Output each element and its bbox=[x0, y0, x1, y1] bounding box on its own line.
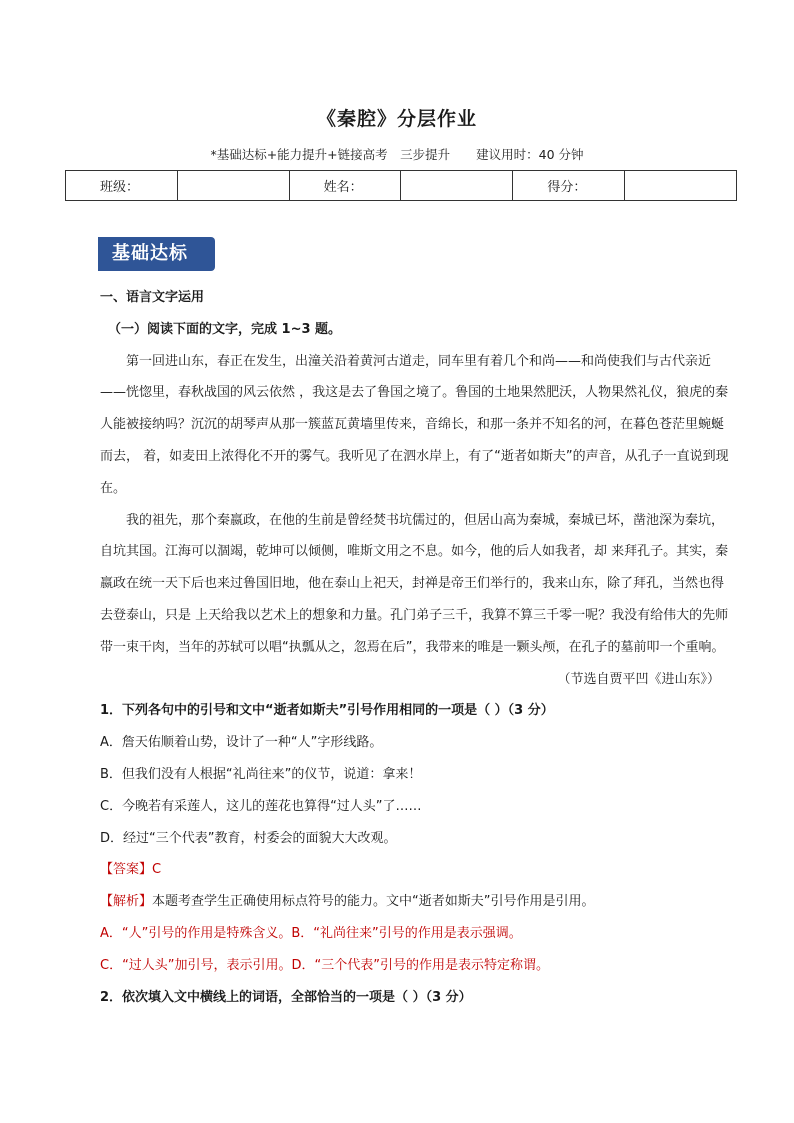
class-field[interactable] bbox=[177, 171, 289, 201]
name-label: 姓名： bbox=[289, 171, 401, 201]
answer-line bbox=[100, 854, 730, 886]
analysis-ab: A．“人”引号的作用是特殊含义。B．“礼尚往来”引号的作用是表示强调。 bbox=[100, 925, 522, 941]
answer-value: C bbox=[152, 862, 162, 878]
student-info-table bbox=[65, 170, 737, 201]
subtitle bbox=[0, 145, 794, 163]
question-1-option-c: C．今晚若有采莲人，这儿的莲花也算得“过人头”了…… bbox=[100, 798, 422, 814]
analysis-line bbox=[100, 886, 730, 918]
passage-paragraph-1: 第一回进山东，春正在发生，出潼关沿着黄河古道走，同车里有着几个和尚——和尚使我们与古代亲近——恍惚里，春秋战国的风云依然 ，我这是去了鲁国之境了。鲁国的土地果然肥沃，人物果然礼仪，狼虎的秦人能被接纳吗？沉沉的胡琴声从那一簇蓝瓦黄墙里传来，音绵长，和那一条并不知名的河，在暮色苍茫里蜿蜒而去， 着，如麦田上浓得化不开的雾气。我听见了在泗水岸上，有了“逝者如斯夫”的声音，从孔子一直说到现在。 bbox=[100, 353, 729, 496]
answer-label: 【答案】 bbox=[100, 862, 153, 878]
score-label: 得分： bbox=[513, 171, 625, 201]
question-1-stem: 1．下列各句中的引号和文中“逝者如斯夫”引号作用相同的一项是（ ）（3 分） bbox=[100, 703, 554, 719]
score-field[interactable] bbox=[625, 171, 737, 201]
name-field[interactable] bbox=[401, 171, 513, 201]
section-heading: 一、语言文字运用 bbox=[100, 290, 205, 305]
subtitle-steps: *基础达标+能力提升+链接高考 三步提升 bbox=[210, 147, 451, 162]
question-2-stem: 2．依次填入文中横线上的词语，全部恰当的一项是（ ）（3 分） bbox=[100, 989, 472, 1005]
passage-paragraph-2: 我的祖先，那个秦嬴政，在他的生前是曾经焚书坑儒过的，但居山高为秦城，秦城已坏，凿池深为秦坑，自坑其国。江海可以涸竭，乾坤可以倾侧，唯斯文用之不息。如今，他的后人如我者，却 来拜孔子。其实，秦嬴政在统一天下后也来过鲁国旧地，他在泰山上祀天，封禅是帝王们举行的，我来山东，除了拜孔，当然也得去登泰山，只是 上天给我以艺术上的想象和力量。孔门弟子三千，我算不算三千零一呢？我没有给伟大的先师带一束干肉，当年的苏轼可以唱“执瓢从之，忽焉在后”，我带来的唯是一颗头颅，在孔子的墓前叩一个重响。 bbox=[100, 512, 729, 655]
analysis-text: 本题考查学生正确使用标点符号的能力。文中“逝者如斯夫”引号作用是引用。 bbox=[152, 894, 595, 910]
analysis-label: 【解析】 bbox=[100, 894, 153, 910]
question-1-option-b: B．但我们没有人根据“礼尚往来”的仪节，说道：拿来！ bbox=[100, 766, 422, 782]
class-label: 班级： bbox=[66, 171, 178, 201]
passage-source: （节选自贾平凹《进山东》） bbox=[557, 671, 720, 687]
passage-intro: （一）阅读下面的文字，完成 1~3 题。 bbox=[108, 321, 342, 337]
question-1-option-a: A．詹天佑顺着山势，设计了一种“人”字形线路。 bbox=[100, 735, 383, 751]
section-badge: 基础达标 bbox=[98, 237, 215, 271]
page-title: 《秦腔》分层作业 bbox=[316, 108, 477, 130]
question-1-option-d: D．经过“三个代表”教育，村委会的面貌大大改观。 bbox=[100, 830, 397, 846]
analysis-cd: C．“过人头”加引号，表示引用。D．“三个代表”引号的作用是表示特定称谓。 bbox=[100, 957, 550, 973]
subtitle-time: 建议用时：40 分钟 bbox=[476, 147, 584, 162]
worksheet-content bbox=[100, 282, 730, 1013]
